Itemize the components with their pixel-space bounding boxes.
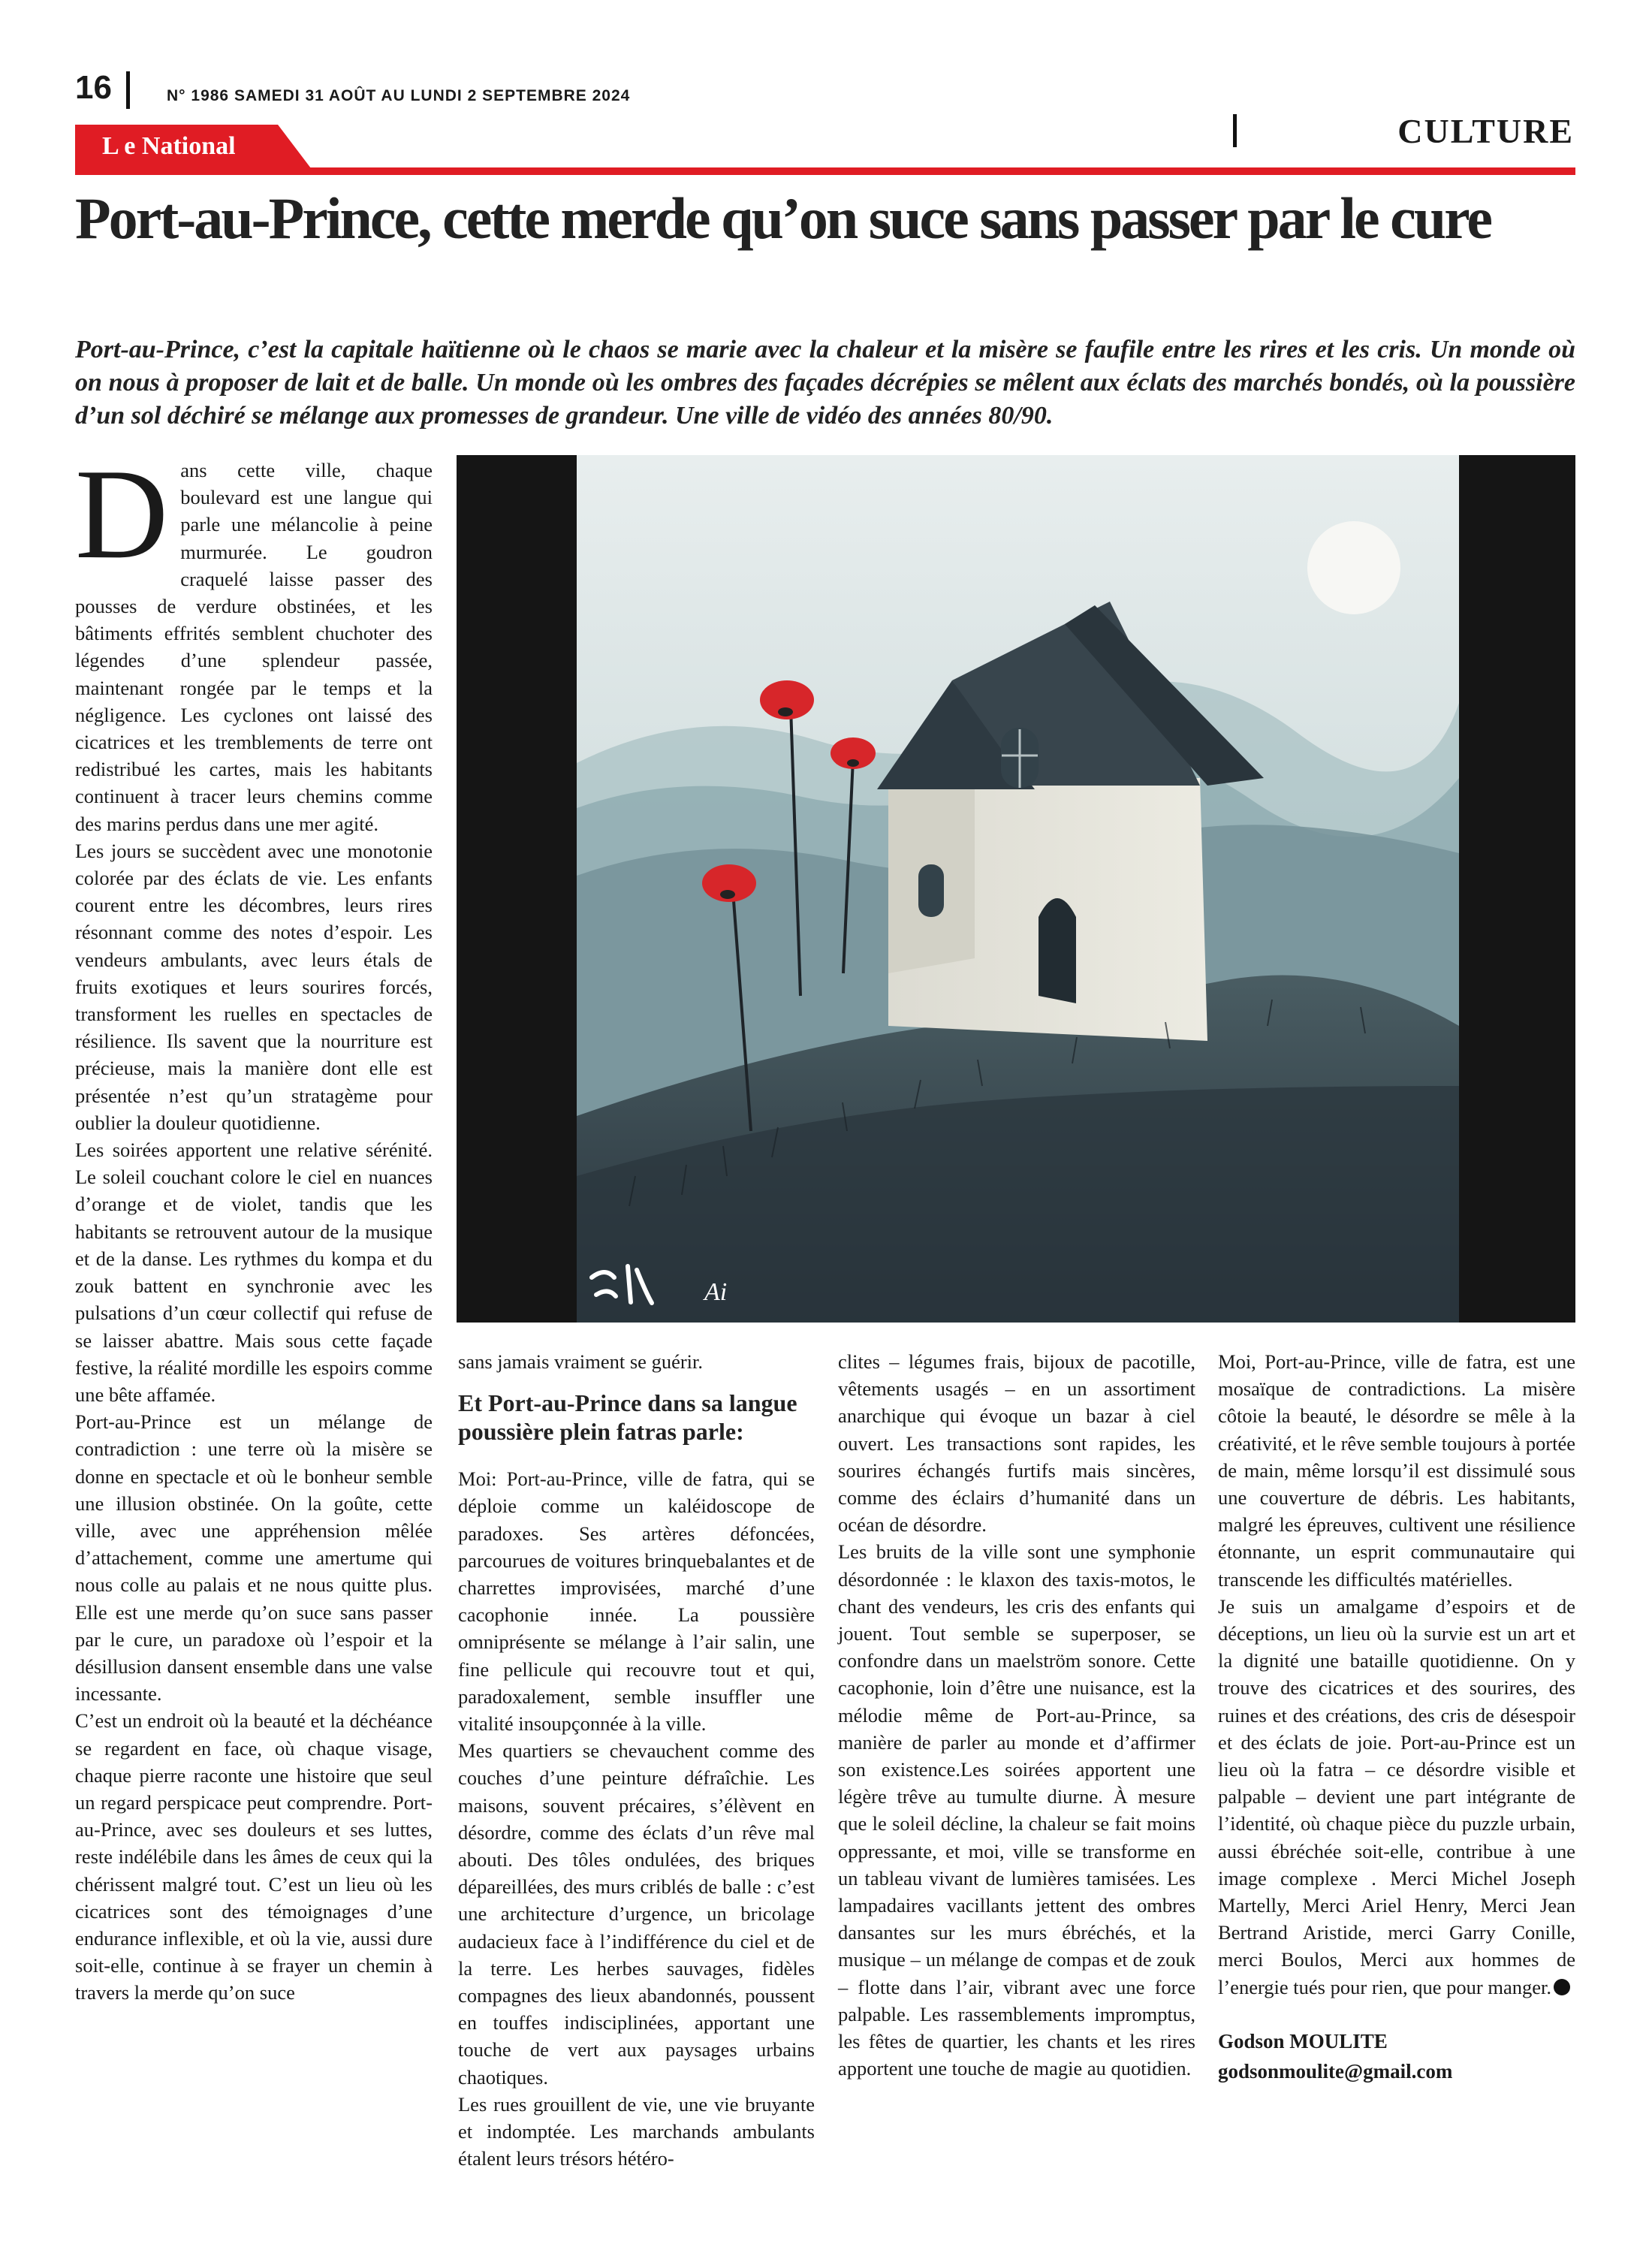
- header-rule: [75, 167, 1575, 175]
- article-lede: Port-au-Prince, c’est la capitale haïtienne où le chaos se marie avec la chaleur et la misère se faufile entre les rires et les cris. Un monde où on nous à proposer de lait et de balle. Un monde où les ombres des façades décrépies se mêlent aux éclats des marchés bondés, où la poussière d’un sol déchiré se mélange aux promesses de grandeur. Une ville de vidéo des années 80/90.: [75, 336, 1575, 430]
- paragraph: Les rues grouillent de vie, une vie bruyante et indomptée. Les marchands ambulants étalent leurs trésors hétéro-: [458, 2092, 815, 2170]
- end-mark-icon: [1554, 1979, 1570, 1995]
- issue-date-line: N° 1986 SAMEDI 31 AOÛT AU LUNDI 2 SEPTEMBRE 2024: [167, 87, 631, 104]
- paragraph: Moi, Port-au-Prince, ville de fatra, est une mosaïque de contradictions. La misère côtoie la beauté, le désordre se mêle à la créativité, et le rêve semble toujours à portée de main, même lorsqu’il est dissimulé sous une couverture de débris. Les habitants, malgré les épreuves, cultivent une résilience étonnante, un esprit communautaire qui transcende les difficultés matérielles.: [1218, 1350, 1575, 1591]
- section-divider: [1233, 114, 1237, 147]
- author-email[interactable]: godsonmoulite@gmail.com: [1218, 2059, 1453, 2083]
- paragraph: [75, 443, 433, 837]
- paragraph: C’est un endroit où la beauté et la déchéance se regardent en face, où chaque visage, chaque pierre raconte une histoire que seul un regard perspicace peut comprendre. Port-au-Prince, avec ses douleurs et ses luttes, reste indélébile dans les âmes de ceux qui la chérissent malgré tout. C’est un lieu où les cicatrices sont des témoignages d’une endurance inflexible, et où la vie, aussi dure soit-elle, continue à se frayer un chemin à travers la merde qu’on suce: [75, 1709, 433, 2004]
- paragraph: [1218, 1593, 1575, 2001]
- artist-signature: Ai: [704, 1278, 728, 1306]
- paragraph: Moi: Port-au-Prince, ville de fatra, qui se déploie comme un kaléidoscope de paradoxes. Ses artères défoncées, parcourues de voitures brinquebalantes et de charrettes improvisées, marché d’une cacophonie innée. La poussière omniprésente se mélange à l’air salin, une fine pellicule qui recouvre tout et qui, paradoxalement, semble insuffler une vitalité insoupçonnée à la ville.: [458, 1467, 815, 1736]
- paragraph: clites – légumes frais, bijoux de pacotille, vêtements usagés – en un assortiment anarchique qui évoque un bazar à ciel ouvert. Les transactions sont rapides, les sourires échangés furtifs mais sincères, comme des éclairs d’humanité dans un océan de désordre.: [838, 1350, 1195, 1537]
- article-illustration: [457, 455, 1575, 1323]
- paragraph: Port-au-Prince est un mélange de contradiction : une terre où la misère se donne en spectacle et où le bonheur semble une illusion obstinée. On la goûte, cette ville, avec une appréhension mêlée d’attachement, comme une amertume qui nous colle au palais et ne nous quitte plus. Elle est une merde qu’on suce sans passer par le cure, un paradoxe où l’espoir et la désillusion dansent ensemble dans une valse incessante.: [75, 1410, 433, 1706]
- page-number: 16: [75, 69, 112, 106]
- article-title: Port-au-Prince, cette merde qu’on suce sans passer par le cure: [75, 185, 1491, 251]
- paragraph-text: Je suis un amalgame d’espoirs et de déceptions, un lieu où la survie est un art et la dignité une bataille quotidienne. On y trouve des cicatrices et des sourires, des ruines et des créations, des cris de désespoir et des éclats de joie. Port-au-Prince est un lieu où la fatra – ce désordre visible et palpable – devient une part intégrante de l’identité, où chaque pièce du puzzle urbain, aussi ébréchée soit-elle, contribue à une image complexe . Merci Michel Joseph Martelly, Merci Ariel Henry, Merci Jean Bertrand Aristide, merci Garry Conille, merci Boulos, Merci aux hommes de l’energie tués pour rien, que pour manger.: [1218, 1594, 1575, 1998]
- article-column-1: [75, 443, 433, 2007]
- section-label: CULTURE: [1397, 112, 1574, 150]
- article-column-2: [458, 1348, 815, 2172]
- paragraph: Les bruits de la ville sont une symphonie désordonnée : le klaxon des taxis-motos, le chant des vendeurs, les cris des enfants qui jouent. Tout semble se superposer, se confondre dans un maelström sonore. Cette cacophonie, loin d’être une nuisance, est la mélodie même de Port-au-Prince, sa manière de parler au monde et d’affirmer son existence.Les soirées apportent une légère trêve au tumulte diurne. À mesure que le soleil décline, la chaleur se fait moins oppressante, et moi, ville se transforme en un tableau vivant de lumières tamisées. Les lampadaires vacillants jettent des ombres dansantes sur les murs ébréchés, et la musique – un mélange de compas et de zouk – flotte dans l’air, vibrant avec une force palpable. Les rassemblements impromptus, les fêtes de quartier, les chants et les rires apportent une touche de magie au quotidien.: [838, 1540, 1195, 2080]
- paragraph: sans jamais vraiment se guérir.: [458, 1350, 704, 1373]
- paragraph: Les jours se succèdent avec une monotonie colorée par des éclats de vie. Les enfants courent entre les décombres, leurs rires résonnant comme des notes d’espoir. Les vendeurs ambulants, avec leurs étals de fruits exotiques et leurs sourires forcés, transforment les ruelles en spectacles de résilience. Ils savent que la nourriture est précieuse, mais la manière dont elle est présentée n’est qu’un stratagème pour oublier la douleur quotidienne.: [75, 839, 433, 1134]
- author-name: Godson MOULITE: [1218, 2029, 1388, 2052]
- paragraph: Les soirées apportent une relative sérénité. Le soleil couchant colore le ciel en nuances d’orange et de violet, tandis que les habitants se retrouvent autour de la musique et de la danse. Les rythmes du kompa et du zouk battent en synchronie avec les pulsations d’un cœur collectif qui refuse de se laisser abattre. Mais sous cette façade festive, la réalité mordille les espoirs comme une bête affamée.: [75, 1139, 433, 1406]
- article-subhead: Et Port-au-Prince dans sa langue poussière plein fatras parle:: [458, 1389, 797, 1446]
- article-column-4: [1218, 1348, 1575, 2086]
- house-poppies-painting: [457, 455, 1575, 1323]
- paragraph-text: ans cette ville, chaque boulevard est une langue qui parle une mélancolie à peine murmurée. Le goudron craquelé laisse passer des pousses de verdure obstinées, et les bâtiments effrités semblent chuchoter des légendes d’une splendeur passée, maintenant rongée par le temps et la négligence. Les cyclones ont laissé des cicatrices et les tremblements de terre ont redistribué les cartes, mais les habitants continuent à tracer leurs chemins comme des marins perdus dans une mer agité.: [75, 459, 433, 835]
- article-column-3: [838, 1348, 1195, 2082]
- brand-logo: L e National: [102, 132, 236, 160]
- drop-cap: D: [75, 443, 169, 586]
- author-byline: [1218, 2026, 1575, 2086]
- page-number-divider: [126, 71, 130, 109]
- paragraph: Mes quartiers se chevauchent comme des couches d’une peinture défraîchie. Les maisons, souvent précaires, s’élèvent en désordre, comme des éclats d’un rêve mal abouti. Des tôles ondulées, des briques dépareillées, des murs criblés de balle : c’est une architecture d’urgence, un bricolage audacieux face à l’indifférence du ciel et de la terre. Les herbes sauvages, fidèles compagnes des lieux abandonnés, poussent en touffes indisciplinées, apportant une touche de vert aux paysages urbains chaotiques.: [458, 1739, 815, 2089]
- moon-icon: [1307, 521, 1400, 614]
